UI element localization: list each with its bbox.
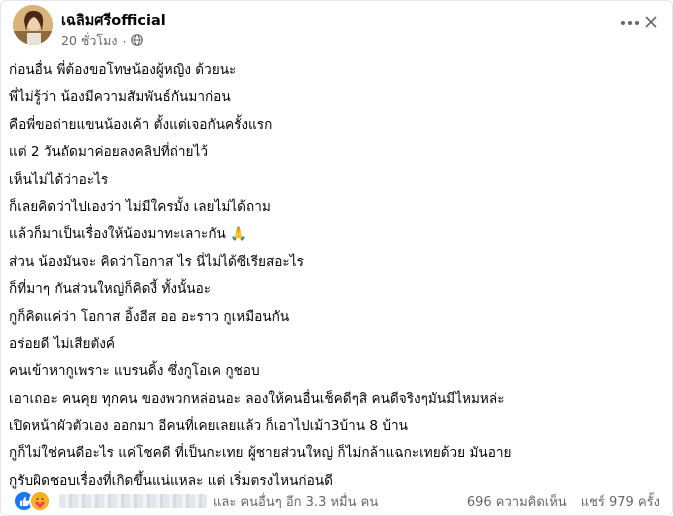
post-meta xyxy=(61,31,143,51)
shares-count[interactable]: แชร์ 979 ครั้ง xyxy=(580,494,660,510)
post-line: แล้วก็มาเป็นเรื่องให้น้องมาทะเลาะกัน 🙏 xyxy=(9,226,248,243)
post-line: ก็ที่มาๆ กันส่วนใหญ่ก็คิดงี้ ทั้งนั้นอะ xyxy=(9,281,212,298)
care-icon xyxy=(29,490,51,512)
post-line: คนเข้าหากูเพราะ แบรนดิ้ง ซึ่งกูโอเค กูชอบ xyxy=(9,363,260,380)
post-header xyxy=(13,5,660,53)
close-icon[interactable] xyxy=(640,11,662,33)
post-line: เห็นไม่ได้ว่าอะไร xyxy=(9,171,109,188)
post-line: ส่วน น้องมันจะ คิดว่าโอกาส ไร นี่ไม่ได้ซีเรียสอะไร xyxy=(9,253,304,270)
post-line: ก่อนอื่น พี่ต้องขอโทษน้องผู้หญิง ด้วยนะ xyxy=(9,62,237,78)
post-stats xyxy=(467,491,660,512)
meta-separator: · xyxy=(122,33,127,49)
post-line: อร่อยดี ไม่เสียตังค์ xyxy=(9,335,116,352)
post-line: เอาเถอะ คนคุย ทุกคน ของพวกหล่อนอะ ลองให้คนอื่นเช็คดีๆสิ คนดีจริงๆมันมีไหมหล่ะ xyxy=(9,390,505,407)
post-line: พี่ไม่รู้ว่า น้องมีความสัมพันธ์กันมาก่อน xyxy=(9,89,231,106)
post-line: กูรับผิดชอบเรื่องที่เกิดขึ้นแน่แหละ แต่ เริ่มตรงไหนก่อนดี xyxy=(9,472,333,489)
post-line: คือพี่ขอถ่ายแขนน้องเค้า ตั้งแต่เจอกันครั้งแรก xyxy=(9,116,273,133)
globe-icon[interactable] xyxy=(131,34,143,49)
reaction-summary[interactable] xyxy=(13,490,51,512)
reactions-count[interactable]: และ คนอื่นๆ อีก 3.3 หมื่น คน xyxy=(213,494,379,510)
post-time[interactable]: 20 ชั่วโมง xyxy=(61,33,118,48)
author-name[interactable]: เฉลิมศรีofficial xyxy=(61,13,166,29)
post-line: ก็เลยคิดว่าไปเองว่า ไม่มีใครมั้ง เลยไม่ได้ถาม xyxy=(9,198,271,215)
post-line: เปิดหน้าผัวตัวเอง ออกมา อีคนที่เคยเลยแล้ว ก็เอาไปเม้า3บ้าน 8 บ้าน xyxy=(9,418,408,435)
blurred-name xyxy=(59,494,207,508)
author-avatar[interactable] xyxy=(13,5,53,45)
post-footer xyxy=(13,489,660,513)
post-line: กูก็คิดแค่ว่า โอกาส อิ้งอีส ออ อะราว กูเหมือนกัน xyxy=(9,308,290,325)
post-body xyxy=(9,57,660,495)
post-line: แต่ 2 วันถัดมาค่อยลงคลิปที่ถ่ายไว้ xyxy=(9,144,208,161)
comments-count[interactable]: 696 ความคิดเห็น xyxy=(466,494,567,510)
post-line: กูก็ไม่ใช่คนดีอะไร แค่โชคดี ที่เป็นกะเทย ผู้ชายส่วนใหญ่ ก็ไม่กล้าแฉกะเทยด้วย มันอาย xyxy=(9,445,512,462)
avatar-image xyxy=(13,5,53,45)
